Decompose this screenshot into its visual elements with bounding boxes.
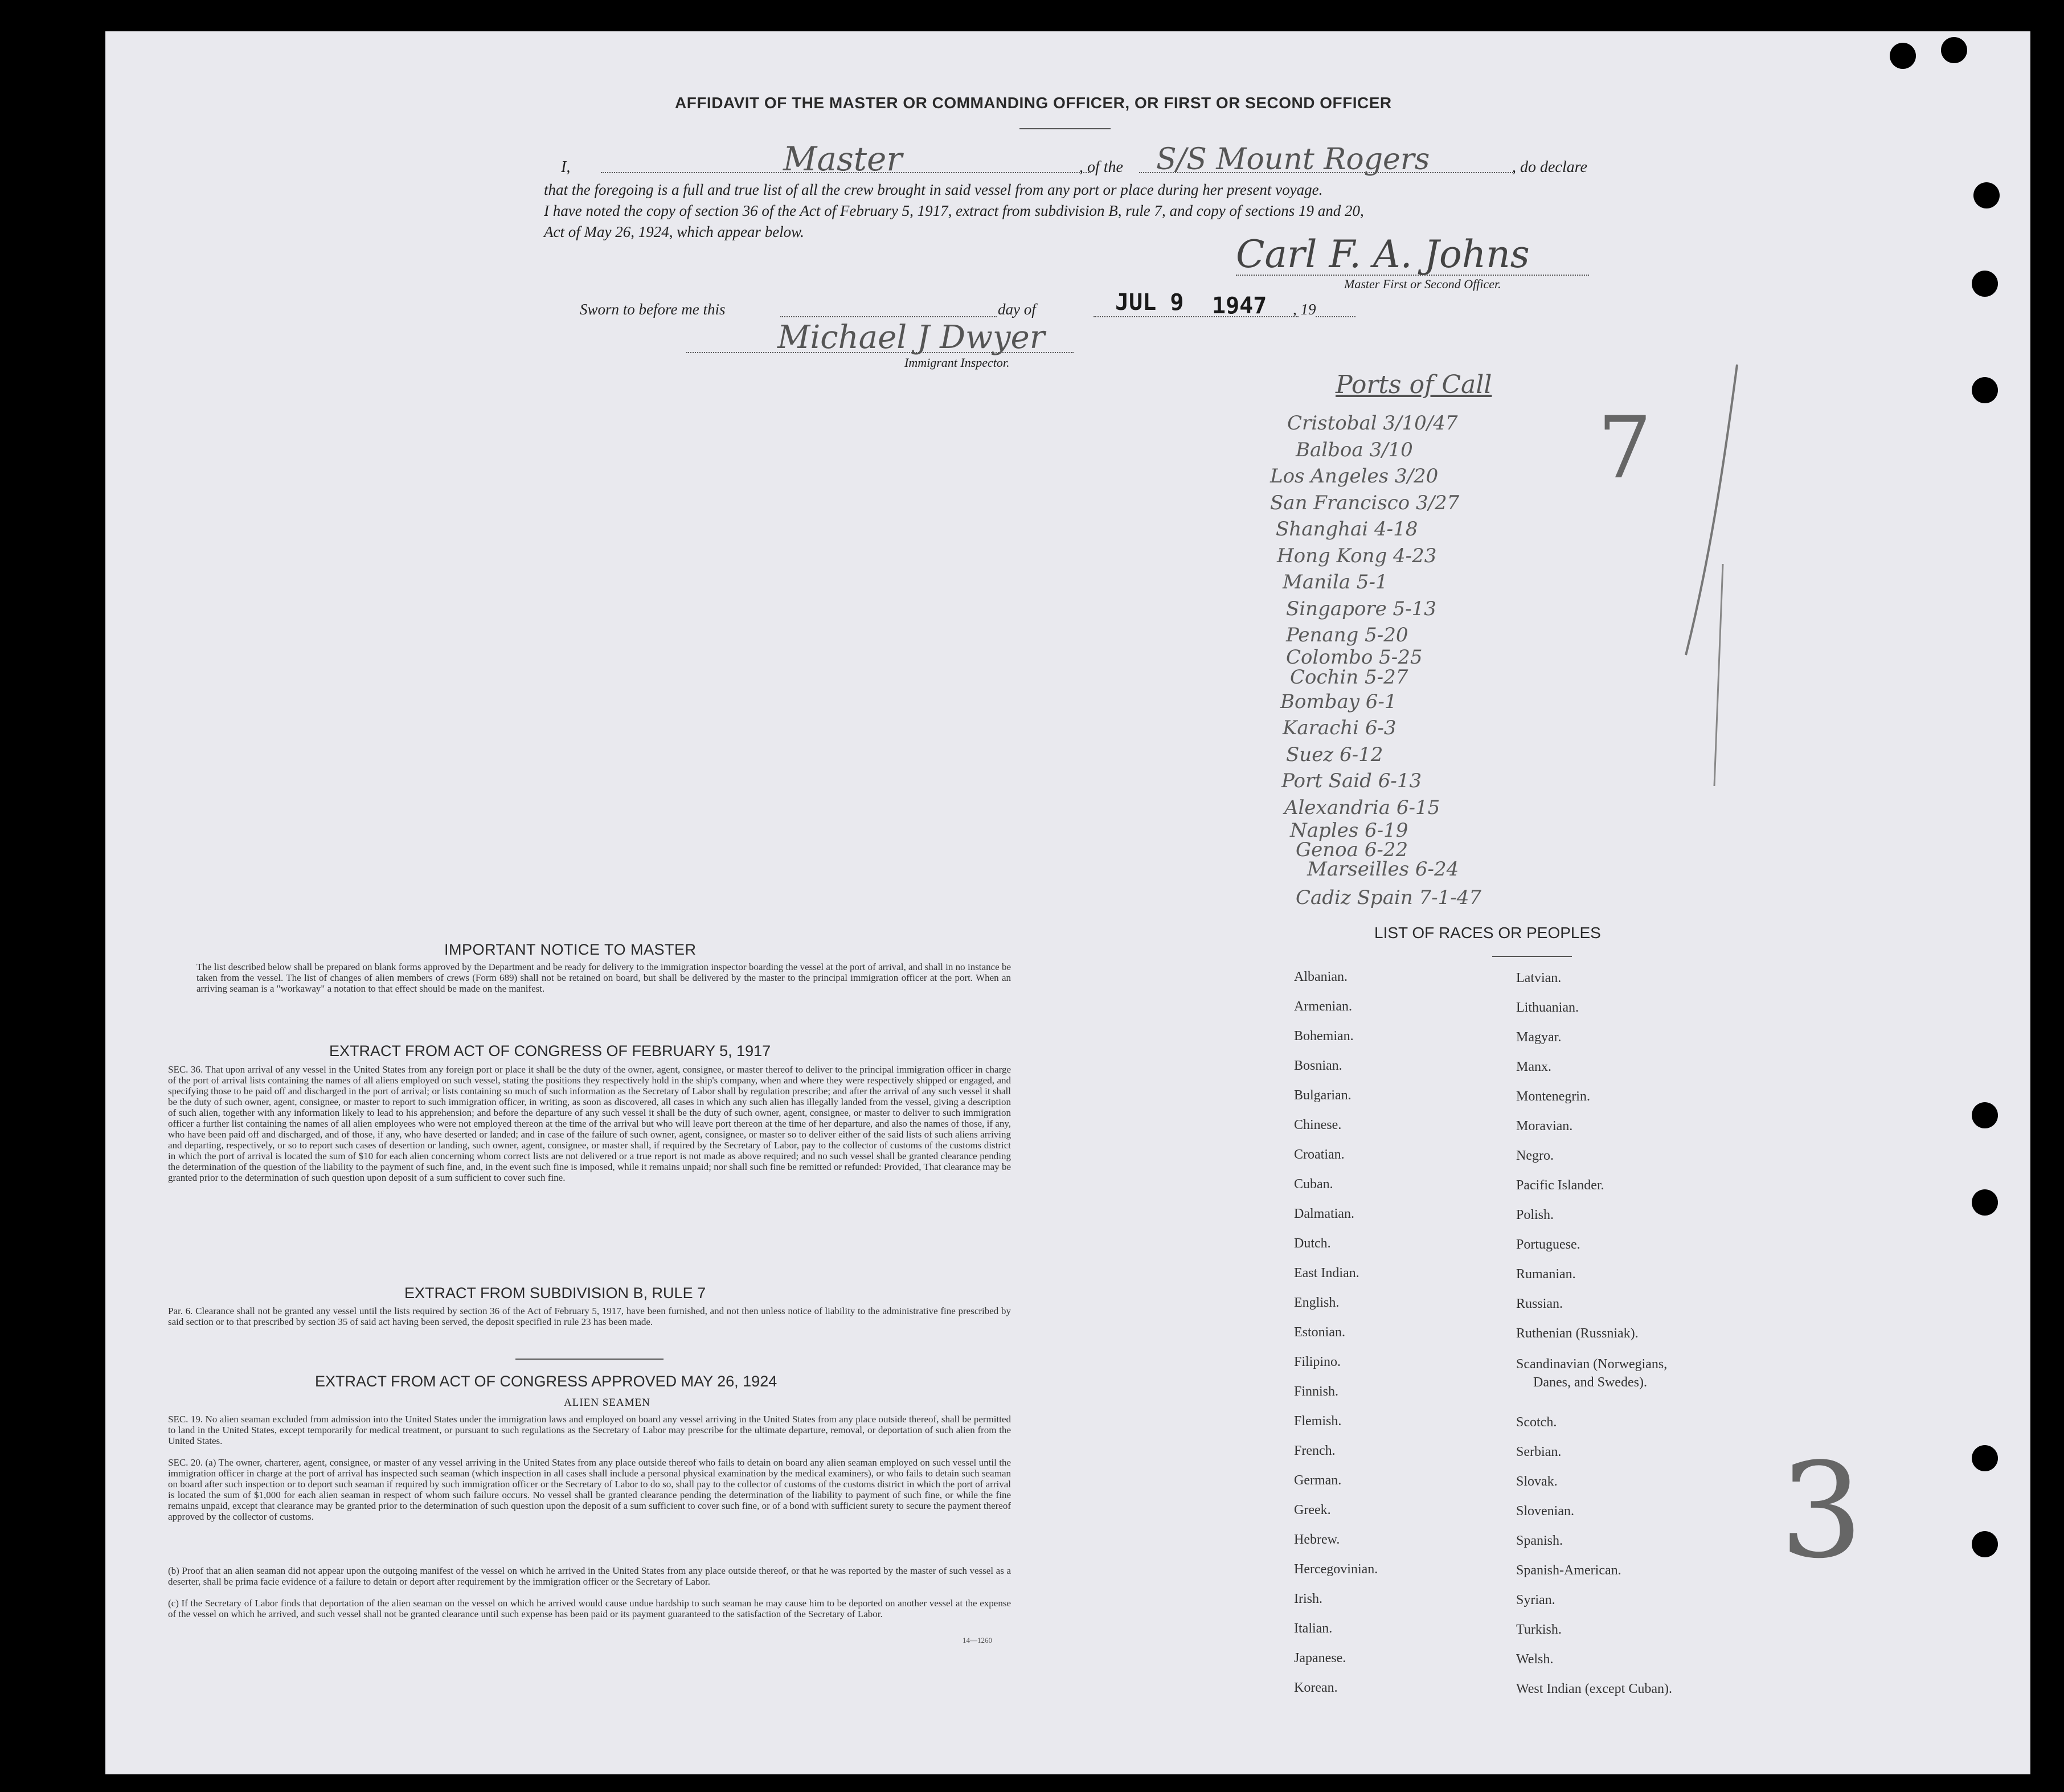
sworn-day-line — [780, 316, 997, 317]
sworn-label: Sworn to before me this — [580, 301, 726, 318]
race-item: Serbian. — [1516, 1445, 1562, 1459]
inspector-signature-line — [686, 352, 1074, 353]
race-item: Irish. — [1294, 1591, 1322, 1606]
inspector-signature: Michael J Dwyer — [777, 319, 1045, 356]
race-item: Hebrew. — [1294, 1532, 1340, 1547]
punch-hole — [1941, 37, 1967, 63]
extract-rule7-text: Par. 6. Clearance shall not be granted any vessel until the lists required by section 36 of the Act of February 5, 1917, have been furnished, and not then unless notice of liability to the administrative fine prescribed by said section or to that prescribed by section 35 of said act having been served, the deposit specified in rule 23 has been made. — [168, 1306, 1011, 1327]
port-entry: San Francisco 3/27 — [1270, 491, 1460, 514]
affidavit-line-4: Act of May 26, 1924, which appear below. — [544, 223, 804, 240]
race-item: Cuban. — [1294, 1177, 1333, 1192]
year-line — [1316, 316, 1355, 317]
race-item: Scotch. — [1516, 1415, 1557, 1430]
port-entry: Cristobal 3/10/47 — [1287, 412, 1458, 435]
race-item: Flemish. — [1294, 1414, 1342, 1429]
of-the-label: , of the — [1079, 158, 1123, 176]
extract-1924-sec20a: SEC. 20. (a) The owner, charterer, agent, consignee, or master of any vessel arriving in the United States from any place outside thereof who fails to detain on board any alien seaman employed on such vessel until the immigration officer in charge at the port of arrival has inspected such seaman (which inspection in all cases shall include a personal physical examination by the medical examiners), or who fails to detain such seaman on board after such inspection or to deport such seaman if required by such immigration officer or the Secretary of Labor to do so, shall pay to the collector of customs of the customs district in which the port of arrival is located the sum of $1,000 for each alien seaman in respect of whom such failure occurs. No vessel shall be granted clearance pending the determination of the liability to payment of such fine, or while the fine remains unpaid, except that clearance may be granted prior to the determination of such question upon the deposit of a sum sufficient to cover such fine, or of a bond with sufficient surety to secure the payment thereof approved by the collector of customs. — [168, 1457, 1011, 1522]
affidavit-title: AFFIDAVIT OF THE MASTER OR COMMANDING OFFICER, OR FIRST OR SECOND OFFICER — [675, 94, 1392, 112]
form-number: 14—1260 — [963, 1636, 992, 1644]
punch-hole — [1972, 271, 1998, 297]
race-item: Dutch. — [1294, 1236, 1331, 1251]
port-entry: Singapore 5-13 — [1286, 597, 1436, 620]
port-entry: Port Said 6-13 — [1281, 770, 1422, 792]
race-item: Slovak. — [1516, 1474, 1558, 1489]
master-signature-line — [1236, 275, 1589, 276]
notice-title: IMPORTANT NOTICE TO MASTER — [444, 941, 697, 958]
race-item: Bohemian. — [1294, 1029, 1354, 1044]
punch-hole — [1972, 1102, 1998, 1128]
race-item: Estonian. — [1294, 1325, 1345, 1340]
race-item: Moravian. — [1516, 1119, 1573, 1134]
port-entry: Naples 6-19 — [1290, 819, 1408, 842]
race-item: Japanese. — [1294, 1651, 1346, 1666]
race-item: Latvian. — [1516, 971, 1562, 985]
race-item: Scandinavian (Norwegians, — [1516, 1357, 1668, 1372]
port-entry: Shanghai 4-18 — [1276, 518, 1418, 541]
ports-of-call-title: Ports of Call — [1336, 370, 1492, 399]
race-item: Polish. — [1516, 1208, 1554, 1222]
race-item: Rumanian. — [1516, 1267, 1576, 1282]
rule-divider — [515, 1359, 664, 1360]
stamp-date: JUL 9 — [1115, 289, 1184, 316]
extract-1924-sec20b: (b) Proof that an alien seaman did not appear upon the outgoing manifest of the vessel on which he arrived in the United States from any place outside thereof, or that he was reported by the master of such vessel as a deserter, shall be prima facie evidence of a failure to detain or deport after requirement by the immigration officer or the Secretary of Labor. — [168, 1565, 1011, 1587]
race-item: Greek. — [1294, 1503, 1331, 1517]
affidavit-line-2: that the foregoing is a full and true list of all the crew brought in said vessel from any port or place during her present voyage. — [544, 181, 1323, 198]
race-item: Turkish. — [1516, 1622, 1562, 1637]
extract-rule7-title: EXTRACT FROM SUBDIVISION B, RULE 7 — [404, 1284, 706, 1302]
race-item: Chinese. — [1294, 1118, 1342, 1132]
races-title: LIST OF RACES OR PEOPLES — [1374, 924, 1601, 942]
race-item: Finnish. — [1294, 1384, 1339, 1399]
punch-hole — [1890, 43, 1916, 69]
port-entry: Alexandria 6-15 — [1284, 796, 1440, 819]
port-entry: Manila 5-1 — [1283, 571, 1388, 594]
affidavit-line-3: I have noted the copy of section 36 of the Act of February 5, 1917, extract from subdivision B, rule 7, and copy of sections 19 and 20, — [544, 202, 1364, 219]
port-entry: Marseilles 6-24 — [1307, 858, 1459, 881]
race-item: Korean. — [1294, 1680, 1338, 1695]
notice-text: The list described below shall be prepared on blank forms approved by the Department and be ready for delivery to the immigration inspector boarding the vessel at the port of arrival, and shall in no instance be taken from the vessel. The list of changes of alien members of crews (Form 689) shall not be retained on board, but shall be delivered by the master to the principal immigration officer at the port. When an arriving seaman is a "workaway" a notation to that effect should be made on the manifest. — [196, 962, 1011, 994]
ports-of-call-list — [1270, 410, 1481, 911]
race-item: Magyar. — [1516, 1030, 1562, 1045]
port-entry: Genoa 6-22 — [1296, 838, 1408, 861]
extract-1917-text: SEC. 36. That upon arrival of any vessel in the United States from any foreign port or place it shall be the duty of the owner, agent, consignee, or master thereof to deliver to the principal immigration officer in charge of the port of arrival lists containing the names of all aliens employed on such vessel, stating the positions they respectively hold in the ship's company, when and where they were respectively shipped or engaged, and specifying those to be paid off and discharged in the port of arrival; or lists containing so much of such information as the Secretary of Labor shall by regulation prescribe; and after the arrival of any such vessel it shall be the duty of such owner, agent, consignee, or master to report to such immigration officer, in writing, as soon as discovered, all cases in which any such alien has illegally landed from the vessel, giving a description of such alien, together with any information likely to lead to his apprehension; and before the departure of any such vessel it shall be the duty of such owner, agent, consignee, or master to deliver to such immigration officer a further list containing the names of all alien employees who were not employed thereon at the time of the arrival but who will leave port thereon at the time of her departure, and also the names of those, if any, who have been paid off and discharged, and of those, if any, who have deserted or landed; and in case of the failure of such owner, agent, consignee, or master so to deliver either of the said lists of such aliens arriving and departing, respectively, or so to report such cases of desertion or landing, such owner, agent, consignee, or master shall, if required by the Secretary of Labor, pay to the collector of customs of the customs district in which the port of arrival is located the sum of $10 for each alien concerning whom correct lists are not delivered or a true report is not made as above required; and no such vessel shall be granted clearance pending the determination of the question of the liability to the payment of such fine, and, in the event such fine is imposed, while it remains unpaid; nor shall such fine be remitted or refunded: Provided, That clearance may be granted prior to the determination of such question upon deposit of a sum sufficient to cover such fine. — [168, 1064, 1011, 1183]
race-item: Russian. — [1516, 1296, 1563, 1311]
race-item: Bosnian. — [1294, 1058, 1342, 1073]
stamp-year: 1947 — [1212, 293, 1267, 319]
race-item: Croatian. — [1294, 1147, 1345, 1162]
race-item: English. — [1294, 1295, 1340, 1310]
extract-1917-title: EXTRACT FROM ACT OF CONGRESS OF FEBRUARY 5, 1917 — [329, 1042, 771, 1059]
year-suffix: , 19 — [1293, 301, 1316, 318]
port-entry: Colombo 5-25 — [1286, 645, 1423, 669]
race-item: Welsh. — [1516, 1652, 1554, 1667]
race-item: Spanish. — [1516, 1533, 1563, 1548]
race-item: Negro. — [1516, 1148, 1554, 1163]
port-entry: Bombay 6-1 — [1280, 690, 1397, 713]
handwritten-vessel: S/S Mount Rogers — [1156, 142, 1430, 177]
race-item: Bulgarian. — [1294, 1088, 1352, 1103]
race-item: Slovenian. — [1516, 1504, 1574, 1519]
punch-hole — [1972, 1445, 1998, 1471]
race-item: Armenian. — [1294, 999, 1352, 1014]
do-declare-label: , do declare — [1512, 158, 1587, 176]
race-item: Danes, and Swedes). — [1533, 1375, 1647, 1390]
i-label: I, — [561, 158, 571, 176]
extract-1924-title: EXTRACT FROM ACT OF CONGRESS APPROVED MAY 26, 1924 — [315, 1373, 777, 1390]
race-item: Ruthenian (Russniak). — [1516, 1326, 1639, 1341]
race-item: East Indian. — [1294, 1266, 1359, 1280]
port-entry: Balboa 3/10 — [1296, 438, 1413, 461]
port-entry: Cochin 5-27 — [1290, 665, 1408, 689]
alien-seamen-subtitle: ALIEN SEAMEN — [564, 1397, 650, 1409]
punch-hole — [1972, 1189, 1998, 1216]
race-item: Spanish-American. — [1516, 1563, 1621, 1578]
master-label: Master First or Second Officer. — [1344, 277, 1501, 291]
race-item: Pacific Islander. — [1516, 1178, 1604, 1193]
races-title-rule — [1492, 956, 1572, 957]
race-item: Manx. — [1516, 1059, 1551, 1074]
race-item: Portuguese. — [1516, 1237, 1580, 1252]
handwritten-mark-3: 3 — [1780, 1435, 1864, 1588]
port-entry: Los Angeles 3/20 — [1270, 465, 1439, 488]
race-item: Filipino. — [1294, 1355, 1341, 1369]
sworn-date-line — [1094, 316, 1299, 317]
race-item: Syrian. — [1516, 1593, 1555, 1607]
race-item: Dalmatian. — [1294, 1206, 1354, 1221]
handwritten-mark-7: 7 — [1598, 399, 1652, 498]
race-item: Lithuanian. — [1516, 1000, 1579, 1015]
pencil-stroke — [1669, 359, 1754, 792]
race-item: Montenegrin. — [1516, 1089, 1590, 1104]
extract-1924-sec19: SEC. 19. No alien seaman excluded from admission into the United States under the immigration laws and employed on board any vessel arriving in the United States from any place outside thereof, shall be permitted to land in the United States, except temporarily for medical treatment, or pursuant to such regulations as the Secretary of Labor may prescribe for the ultimate departure, removal, or deportation of such alien from the United States. — [168, 1414, 1011, 1446]
extract-1924-sec20c: (c) If the Secretary of Labor finds that deportation of the alien seaman on the vessel on which he arrived would cause undue hardship to such seaman he may cause him to be deported on another vessel at the expense of the vessel on which he arrived, and such vessel shall not be granted clearance until such expense has been paid or its payment guaranteed to the satisfaction of the Secretary of Labor. — [168, 1598, 1011, 1619]
inspector-label: Immigrant Inspector. — [904, 355, 1010, 370]
race-item: West Indian (except Cuban). — [1516, 1681, 1672, 1696]
port-entry: Cadiz Spain 7-1-47 — [1296, 886, 1482, 909]
race-item: French. — [1294, 1443, 1336, 1458]
port-entry: Suez 6-12 — [1286, 743, 1383, 766]
day-of-label: day of — [998, 301, 1036, 318]
master-signature: Carl F. A. Johns — [1236, 232, 1530, 276]
punch-hole — [1973, 182, 2000, 208]
race-item: German. — [1294, 1473, 1342, 1488]
punch-hole — [1972, 1531, 1998, 1557]
port-entry: Karachi 6-3 — [1283, 717, 1397, 739]
race-item: Albanian. — [1294, 969, 1348, 984]
title-rule — [1019, 128, 1111, 129]
port-entry: Penang 5-20 — [1286, 624, 1408, 647]
port-entry: Hong Kong 4-23 — [1277, 544, 1437, 567]
punch-hole — [1972, 377, 1998, 403]
race-item: Italian. — [1294, 1621, 1333, 1636]
handwritten-name: Master — [783, 140, 903, 178]
race-item: Hercegovinian. — [1294, 1562, 1378, 1577]
